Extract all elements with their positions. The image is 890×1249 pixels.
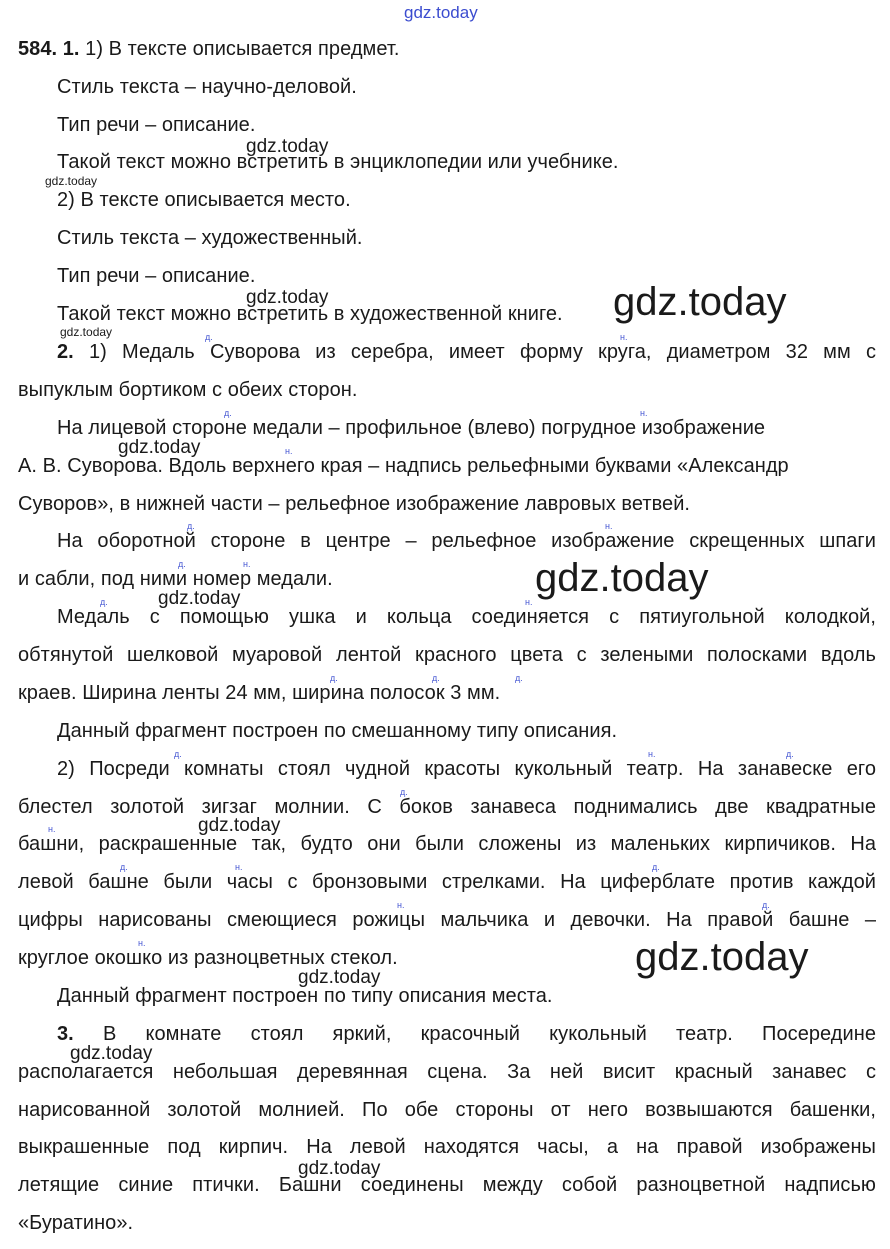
part2-line: Медаль с помощью ушка и кольца соединяется с пятиугольной колодкой, [57, 606, 876, 628]
grammar-mark: н. [243, 559, 251, 569]
watermark: gdz.today [298, 1158, 381, 1179]
part2-line: На оборотной стороне в центре – рельефное изображение скрещенных шпаги [57, 530, 876, 552]
part2-line: краев. Ширина ленты 24 мм, ширина полосок 3 мм. [18, 682, 501, 704]
watermark: gdz.today [246, 287, 329, 308]
grammar-mark: д. [762, 900, 770, 910]
part2-label: 2. [57, 341, 74, 363]
part2-line: круглое окошко из разноцветных стекол. [18, 947, 398, 969]
part2-line: башни, раскрашенные так, будто они были сложены из маленьких кирпичиков. На [18, 833, 876, 855]
watermark-top: gdz.today [404, 3, 478, 22]
part3-line: В комнате стоял яркий, красочный кукольный театр. Посередине [102, 1023, 876, 1045]
grammar-mark: н. [605, 521, 613, 531]
grammar-mark: д. [205, 332, 213, 342]
task-number: 584. [18, 38, 58, 60]
grammar-mark: д. [330, 673, 338, 683]
part2-line: А. В. Суворова. Вдоль верхнего края – надпись рельефными буквами «Александр [18, 455, 789, 477]
part1-label: 1. [62, 38, 80, 60]
part2-line: 1) Медаль Суворова из серебра, имеет форму круга, диаметром 32 мм с [88, 341, 877, 363]
grammar-mark: н. [235, 862, 243, 872]
grammar-mark: н. [397, 900, 405, 910]
part1-sub2-line: 2) В тексте описывается место. [57, 189, 351, 211]
part2-line: левой башне были часы с бронзовыми стрелками. На циферблате против каждой [18, 871, 876, 893]
grammar-mark: д. [400, 787, 408, 797]
grammar-mark: д. [432, 673, 440, 683]
part2-line: обтянутой шелковой муаровой лентой красного цвета с зелеными полосками вдоль [18, 644, 876, 666]
part1-sub1-line: Стиль текста – научно-деловой. [57, 76, 357, 98]
grammar-mark: д. [100, 597, 108, 607]
part3-line: располагается небольшая деревянная сцена. За ней висит красный занавес с [18, 1061, 876, 1083]
grammar-mark: н. [640, 408, 648, 418]
part3-label: 3. [57, 1023, 74, 1045]
grammar-mark: д. [120, 862, 128, 872]
part1-sub2-line: Такой текст можно встретить в художественной книге. [57, 303, 563, 325]
grammar-mark: н. [525, 597, 533, 607]
part2-line: блестел золотой зигзаг молнии. С боков занавеса поднимались две квадратные [18, 796, 876, 818]
part1-sub1-line: В тексте описывается предмет. [108, 38, 400, 60]
part2-line: цифры нарисованы смеющиеся рожицы мальчика и девочки. На правой башне – [18, 909, 876, 931]
part2-line: Суворов», в нижней части – рельефное изображение лавровых ветвей. [18, 493, 691, 515]
grammar-mark: н. [648, 749, 656, 759]
task-header-line [18, 37, 399, 61]
grammar-mark: н. [48, 824, 56, 834]
grammar-mark: д. [786, 749, 794, 759]
watermark: gdz.today [60, 325, 113, 339]
watermark-large: gdz.today [613, 280, 787, 324]
watermark: gdz.today [246, 136, 329, 157]
watermark: gdz.today [198, 815, 281, 836]
part2-line: Данный фрагмент построен по смешанному типу описания. [57, 720, 618, 742]
watermark: gdz.today [45, 174, 98, 188]
part2-line: Данный фрагмент построен по типу описания места. [57, 985, 553, 1007]
watermark-large: gdz.today [635, 935, 809, 979]
grammar-mark: д. [178, 559, 186, 569]
grammar-mark: д. [652, 862, 660, 872]
part1-sub1-line: Такой текст можно встретить в энциклопедии или учебнике. [57, 151, 619, 173]
grammar-mark: д. [174, 749, 182, 759]
part1-sub1-line: Тип речи – описание. [57, 114, 256, 136]
watermark: gdz.today [158, 588, 241, 609]
part2-line: 2) Посреди комнаты стоял чудной красоты кукольный театр. На занавеске его [57, 758, 876, 780]
part1-sub2-line: Стиль текста – художественный. [57, 227, 363, 249]
grammar-mark: н. [285, 446, 293, 456]
part3-line: «Буратино». [18, 1212, 134, 1234]
part3-line: нарисованной золотой молнией. По обе стороны от него возвышаются башенки, [18, 1099, 876, 1121]
part3-line: летящие синие птички. Башни соединены между собой разноцветной надписью [18, 1174, 876, 1196]
part2-line: и сабли, под ними номер медали. [18, 568, 333, 590]
grammar-mark: д. [187, 521, 195, 531]
part3-line: выкрашенные под кирпич. На левой находятся часы, а на правой изображены [18, 1136, 876, 1158]
part1-sub1-label: 1) [85, 38, 104, 60]
watermark: gdz.today [70, 1043, 153, 1064]
part2-line: На лицевой стороне медали – профильное (влево) погрудное изображение [57, 417, 766, 439]
watermark: gdz.today [118, 437, 201, 458]
part2-line-first [57, 340, 876, 364]
part1-sub2-line: Тип речи – описание. [57, 265, 256, 287]
grammar-mark: д. [224, 408, 232, 418]
grammar-mark: д. [515, 673, 523, 683]
part2-line: выпуклым бортиком с обеих сторон. [18, 379, 358, 401]
grammar-mark: н. [620, 332, 628, 342]
watermark-large: gdz.today [535, 556, 709, 600]
grammar-mark: н. [138, 938, 146, 948]
watermark: gdz.today [298, 967, 381, 988]
part3-line-first [57, 1022, 876, 1046]
